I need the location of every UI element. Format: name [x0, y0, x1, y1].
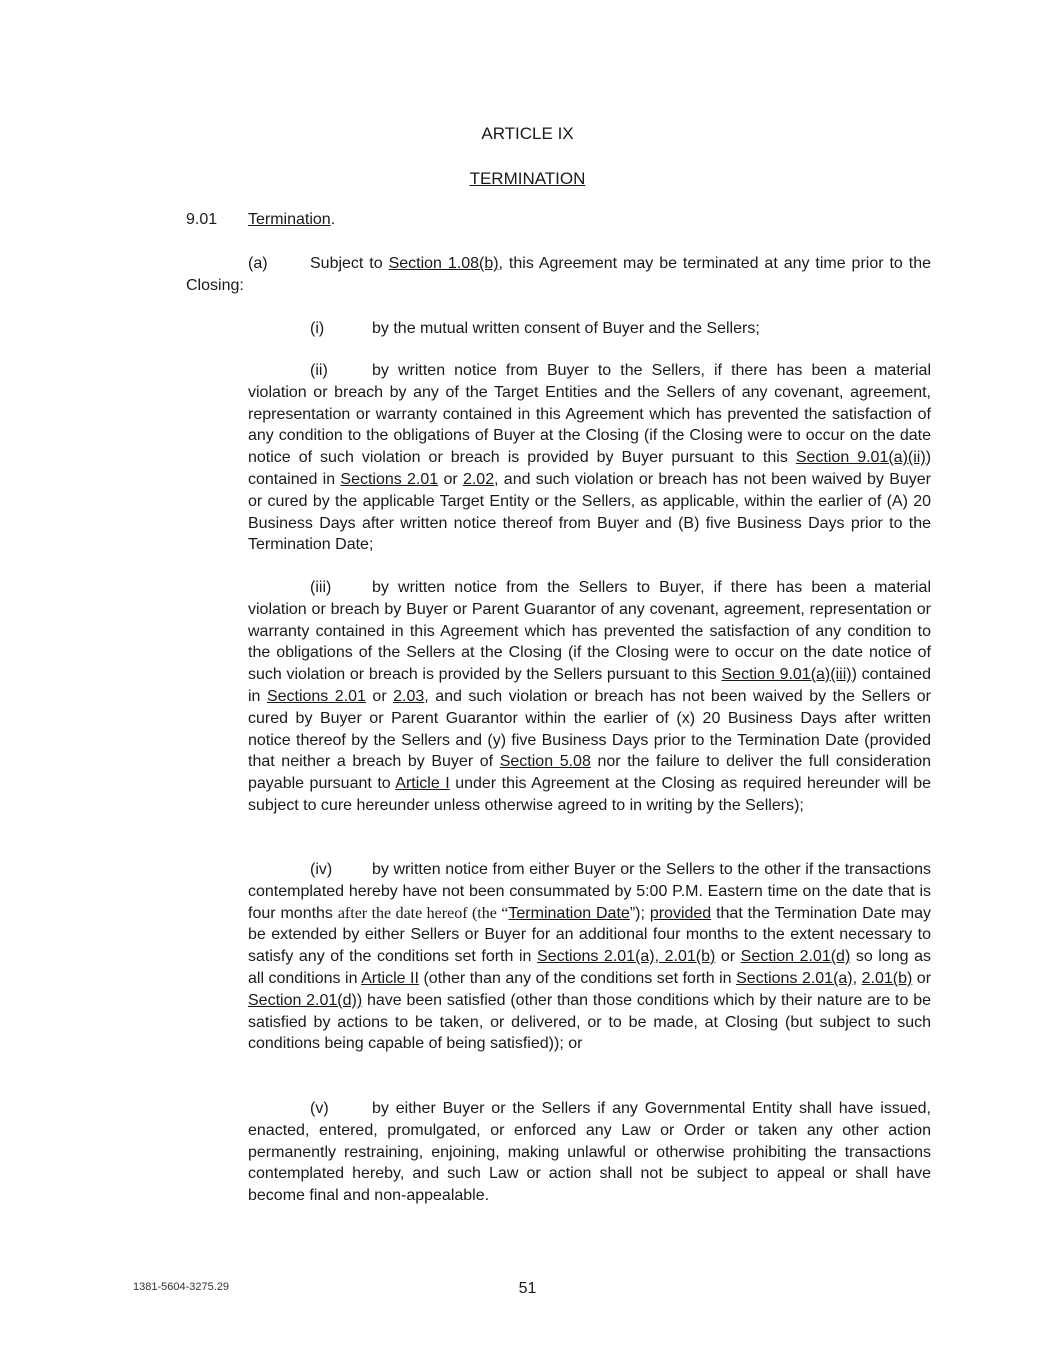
section-title-punct: . — [330, 211, 336, 228]
paragraph-v-label: (v) — [310, 1100, 329, 1117]
paragraph-a-text: Subject to — [310, 255, 389, 272]
paragraph-iv-text: or — [715, 948, 741, 966]
paragraph-iv-text: so long as all conditions in — [248, 948, 932, 987]
section-ref: Section 5.08 — [499, 753, 591, 771]
paragraph-iii-text: under this Agreement at the Closing as required hereunder will be subject to cure hereunder unless otherwise agreed to in writing by the Sellers); — [248, 775, 931, 814]
paragraph-iv — [248, 859, 931, 1055]
paragraph-iv-text: by written notice from either Buyer or the Sellers to the other if the transactions contemplated hereby have not been consummated by 5:00 P.M. Eastern time on the date that is four months — [248, 861, 931, 922]
paragraph-iv-text: or — [912, 969, 932, 987]
paragraph-iv-text: ”); — [629, 904, 650, 922]
defined-term: Termination Date — [508, 904, 630, 922]
article-title — [0, 169, 1055, 189]
paragraph-iii-text: by written notice from the Sellers to Buyer, if there has been a material violation or breach by Buyer or Parent Guarantor of any covenant, agreement, representation or warranty contained in this Agreement which has prevented the satisfaction of any condition to the obligations of the Sellers at the Closing (if the Closing were to occur on the date notice of such violation or breach is provided by the Sellers pursuant to this — [248, 579, 931, 684]
paragraph-i — [248, 318, 931, 340]
section-ref: Sections 2.01 — [266, 687, 366, 705]
paragraph-i-text: by the mutual written consent of Buyer and the Sellers; — [372, 320, 760, 337]
paragraph-ii-text: ) contained in — [248, 449, 932, 488]
paragraph-iv-text: have been satisfied (other than those conditions which by their nature are to be satisfied by actions to be taken, or delivered, or to be made, at Closing (but subject to such conditions being capable of being satisfied)); or — [248, 991, 931, 1053]
article-ref: Article I — [395, 775, 450, 793]
article-title-text: TERMINATION — [469, 169, 586, 188]
section-title-text: Termination — [248, 211, 331, 228]
section-ref: Section 1.08(b) — [388, 255, 499, 272]
paragraph-ii-label: (ii) — [310, 362, 328, 379]
paragraph-a-label: (a) — [248, 255, 268, 272]
section-title — [248, 211, 335, 229]
section-ref: Section 9.01(a)(ii) — [795, 449, 926, 467]
paragraph-iii-text: , and such violation or breach has not been waived by the Sellers or cured by Buyer or Parent Guarantor within the earlier of (x) 20 Business Days after written notice thereof by the Sellers and (y) five Business Days prior to the Termination Date (provided that neither a breach by Buyer of — [248, 687, 931, 771]
paragraph-ii-text: , and such violation or breach has not been waived by Buyer or cured by the applicable Target Entity or the Sellers, as applicable, within the earlier of (A) 20 Business Days after written notice thereof from Buyer and (B) five Business Days prior to the Termination Date; — [248, 470, 932, 554]
paragraph-iii-label: (iii) — [310, 579, 332, 596]
paragraph-iii-text: nor the failure to deliver the full consideration payable pursuant to — [248, 753, 932, 793]
paragraph-ii-text: or — [438, 470, 463, 488]
paragraph-a-text: , this Agreement may be terminated at any time prior to the Closing: — [186, 255, 931, 294]
paragraph-iv-text: (other than any of the conditions set forth in — [418, 969, 737, 987]
section-ref: 2.03 — [393, 687, 425, 705]
paragraph-a — [186, 253, 931, 297]
section-ref: 2.01(b) — [861, 969, 913, 987]
section-ref: Sections 2.01(a), 2.01(b) — [537, 948, 716, 966]
section-ref: Sections 2.01(a), — [736, 969, 858, 987]
section-ref: Section 2.01(d)) — [248, 991, 363, 1009]
footer-document-id: 1381-5604-3275.29 — [133, 1281, 230, 1293]
paragraph-iii — [248, 577, 931, 817]
paragraph-ii-text: by written notice from Buyer to the Sellers, if there has been a material violation or breach by any of the Target Entities and the Sellers of any covenant, agreement, representation or warranty contained in this Agreement which has prevented the satisfaction of any condition to the obligations of Buyer at the Closing (if the Closing were to occur on the date notice of such violation or breach is provided by Buyer pursuant to this — [248, 362, 931, 467]
article-ref: Article II — [361, 969, 419, 987]
article-heading: ARTICLE IX — [481, 124, 574, 143]
paragraph-ii — [248, 360, 931, 556]
paragraph-iv-text: after the date hereof (the “ — [337, 904, 509, 922]
paragraph-i-label: (i) — [310, 320, 325, 337]
paragraph-iii-text: or — [365, 687, 394, 705]
paragraph-iv-label: (iv) — [310, 861, 333, 878]
paragraph-iii-text: ) contained in — [248, 666, 932, 705]
page-number: 51 — [518, 1280, 537, 1297]
section-ref: Section 2.01(d) — [740, 948, 851, 966]
section-ref: 2.02 — [462, 470, 495, 488]
paragraph-v-text: by either Buyer or the Sellers if any Governmental Entity shall have issued, enacted, entered, promulgated, or enforced any Law or Order or taken any other action permanently restraining, enjoining, making unlawful or otherwise prohibiting the transactions contemplated hereby, and such Law or action shall not be subject to appeal or shall have become final and non-appealable. — [248, 1100, 931, 1205]
section-ref: Section 9.01(a)(iii) — [721, 666, 852, 684]
section-number: 9.01 — [186, 211, 218, 228]
section-ref: Sections 2.01 — [340, 470, 439, 488]
paragraph-iv-text: that the Termination Date may be extended by either Sellers or Buyer for an additional four months to the extent necessary to satisfy any of the conditions set forth in — [248, 904, 932, 966]
proviso-term: provided — [649, 904, 712, 922]
paragraph-v — [248, 1098, 931, 1207]
